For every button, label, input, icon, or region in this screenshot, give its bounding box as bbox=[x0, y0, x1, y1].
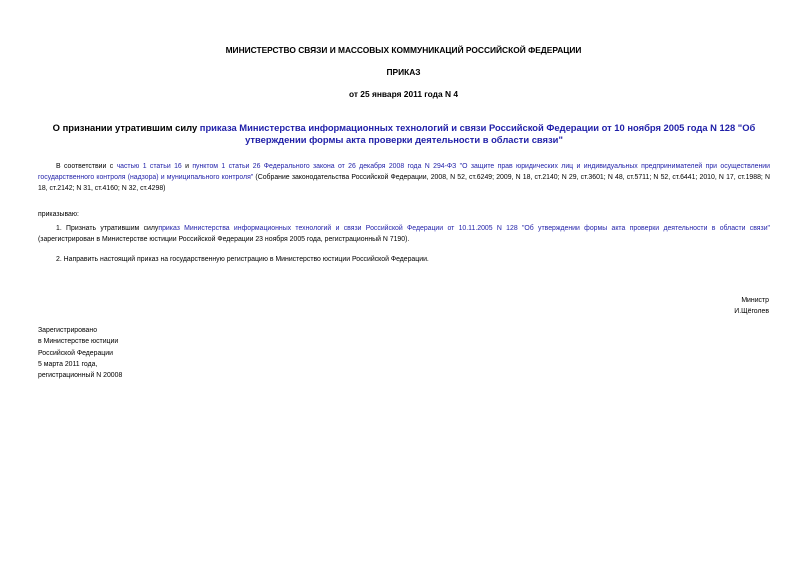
document-title bbox=[36, 122, 772, 146]
basis-text-2: и bbox=[181, 163, 193, 170]
registration-line: Зарегистрировано bbox=[38, 327, 98, 334]
signature-position: Министр bbox=[741, 297, 769, 304]
repealed-order-link[interactable]: приказ Министерства информационных технологий и связи Российской Федерации от 10.11.2005 N 128 "Об утверждении формы акта проверки деятельности в области связи" bbox=[158, 225, 770, 232]
ministry-heading: МИНИСТЕРСТВО СВЯЗИ И МАССОВЫХ КОММУНИКАЦИЙ РОССИЙСКОЙ ФЕДЕРАЦИИ bbox=[225, 45, 582, 55]
law-article-26-link[interactable]: пунктом 1 статьи 26 Федерального закона от 26 декабря 2008 года N 294-ФЗ "О защите прав юридических лиц и индивидуальных предпринимателей при осуществлении государственного контроля (надзора) и муниципального контроля" bbox=[38, 163, 771, 181]
order-item-2: 2. Направить настоящий приказ на государственную регистрацию в Министерство юстиции Российской Федерации. bbox=[56, 256, 429, 263]
law-article-16-link[interactable]: частью 1 статьи 16 bbox=[116, 163, 182, 170]
order-item-1 bbox=[38, 223, 770, 245]
registration-line: в Министерстве юстиции bbox=[38, 338, 119, 346]
document-type: ПРИКАЗ bbox=[386, 67, 421, 77]
title-prefix: О признании утратившим силу bbox=[52, 122, 200, 133]
basis-text-3: (Собрание законодательства Российской Федерации, 2008, N 52, ст.6249; 2009, N 18, ст.2140; N 29, ст.3601; N 48, ст.5711; N 52, ст.6441; 2010, N 17, ст.1988; N 18, ст.2142; N 31, ст.4160; N 32, ст.4298) bbox=[38, 174, 771, 192]
document-date-number: от 25 января 2011 года N 4 bbox=[348, 89, 459, 99]
basis-paragraph bbox=[38, 161, 770, 194]
signature-name: И.Щёголев bbox=[734, 308, 769, 315]
basis-text-1: В соответствии с bbox=[56, 163, 117, 170]
registration-line: Российской Федерации bbox=[38, 349, 113, 357]
order-word: приказываю: bbox=[38, 211, 79, 218]
registration-line: регистрационный N 20008 bbox=[38, 372, 123, 380]
title-order-link[interactable]: приказа Министерства информационных технологий и связи Российской Федерации от 10 ноября 2005 года N 128 "Об утверждении формы акта проверки деятельности в области связи" bbox=[199, 122, 756, 145]
registration-block bbox=[38, 325, 122, 381]
item1-text-1: 1. Признать утратившим силу bbox=[56, 225, 159, 232]
item1-text-2: (зарегистрирован в Министерстве юстиции Российской Федерации 23 ноября 2005 года, регистрационный N 7190). bbox=[38, 236, 410, 243]
registration-line: 5 марта 2011 года, bbox=[38, 360, 98, 368]
signature-block bbox=[734, 295, 769, 317]
